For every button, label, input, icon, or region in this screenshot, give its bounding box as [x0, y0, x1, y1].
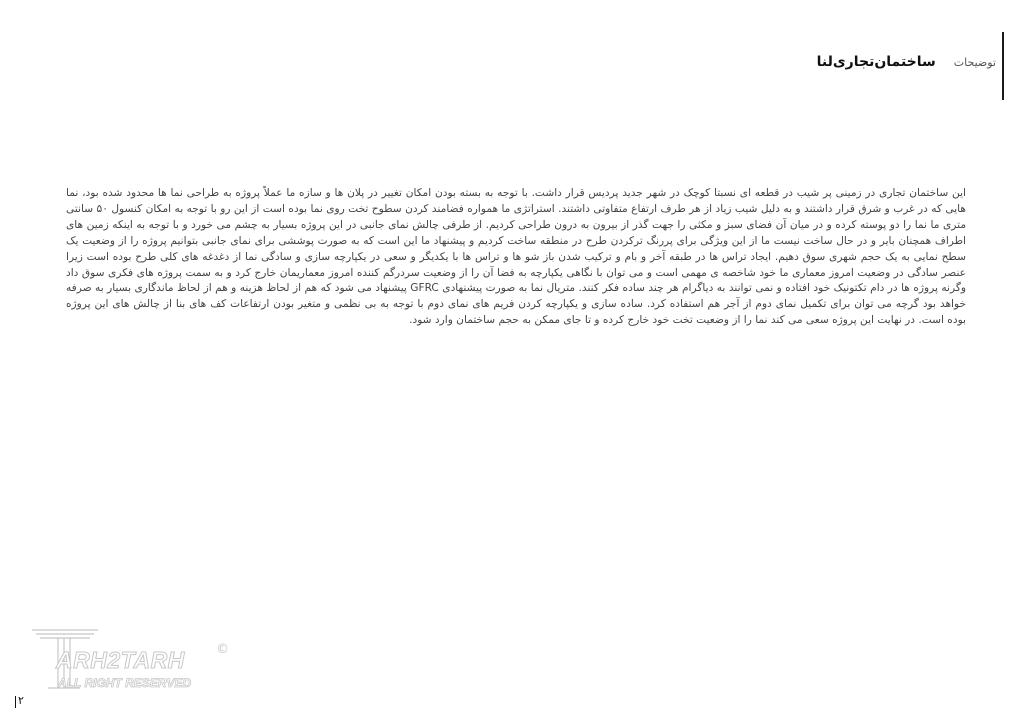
logo-tagline: ALL RIGHT RESERVED: [58, 676, 192, 690]
copyright-icon: ©: [216, 642, 229, 657]
document-title: ساختمان‌تجاری‌لنا: [816, 54, 936, 70]
document-section-label: توضیحات: [953, 55, 996, 69]
page-number: ۲: [18, 694, 24, 707]
header-vertical-rule: [1002, 32, 1004, 100]
page-number-divider: [15, 696, 16, 708]
logo-wordmark: ARH2TARH: [56, 647, 185, 673]
document-header: [817, 50, 996, 74]
description-paragraph: این ساختمان تجاری در زمینی پر شیب در قطعه ای نسبتا کوچک در شهر جدید پردیس قرار داشت. با توجه به بسته بودن امکان تغییر در پلان ها و سازه ما عملاً پروژه به طراحی نما ها محدود شده بود، نما هایی که در غرب و شرق قرار داشتند و به دلیل شیب زیاد از هر طرف ارتفاع متفاوتی داشتند. استراتژی ما همواره فضامند کردن سطوح تخت روی نما بوده است از این رو با توجه به امکان کنسول ۵۰ سانتی متری ما نما را دو پوسته کرده و در میان آن فضای سبز و مکثی را جهت گذر از بیرون به درون طراحی کردیم. از طرفی چالش نمای جانبی در این پروژه بسیار به چشم می خورد و با توجه به اینکه زمین های اطراف همچنان بایر و در حال ساخت نیست ما از این ویژگی برای پررنگ ترکردن طرح در منطقه ساخت کردیم و پیشنهاد ما این است که به صورت پوششی برای نمای جانبی بتوانیم پروژه را از وضعیت یک سطح نمایی به یک حجم شهری سوق دهیم. ایجاد تراس ها در طبقه آخر و بام و ترکیب شدن باز شو ها و تراس ها با یکدیگر و سعی در یکپارچه سازی و سادگی نما از دغدغه های کلی طرح بوده است زیرا عنصر سادگی در وضعیت امروز معماری ما خود شاخصه ی مهمی است و می توان با نگاهی یکپارچه به فضا آن را از وضعیت سردرگم کننده امروز معماریمان خارج کرد و به سمت پروژه های فکری سوق داد وگرنه پروژه ها در دام تکتونیک خود افتاده و نمی توانند به دیاگرام هر چند ساده فکر کنند. متریال نما به صورت پیشنهادی GFRC پیشنهاد می شود که هم از لحاظ هزینه و هم از لحاظ ماندگاری بسیار به صرفه خواهد بود گرچه می توان برای تکمیل نمای دوم از آجر هم استفاده کرد. ساده سازی و یکپارچه کردن فریم های نمای دوم با توجه به بی نظمی و متغیر بودن ارتفاعات کف های بنا از چالش های این پروژه بوده است. در نهایت این پروژه سعی می کند نما را از وضعیت تخت خود خارج کرده و تا جای ممکن به حجم ساختمان وارد شود.: [66, 187, 967, 327]
watermark-logo: [28, 626, 238, 692]
